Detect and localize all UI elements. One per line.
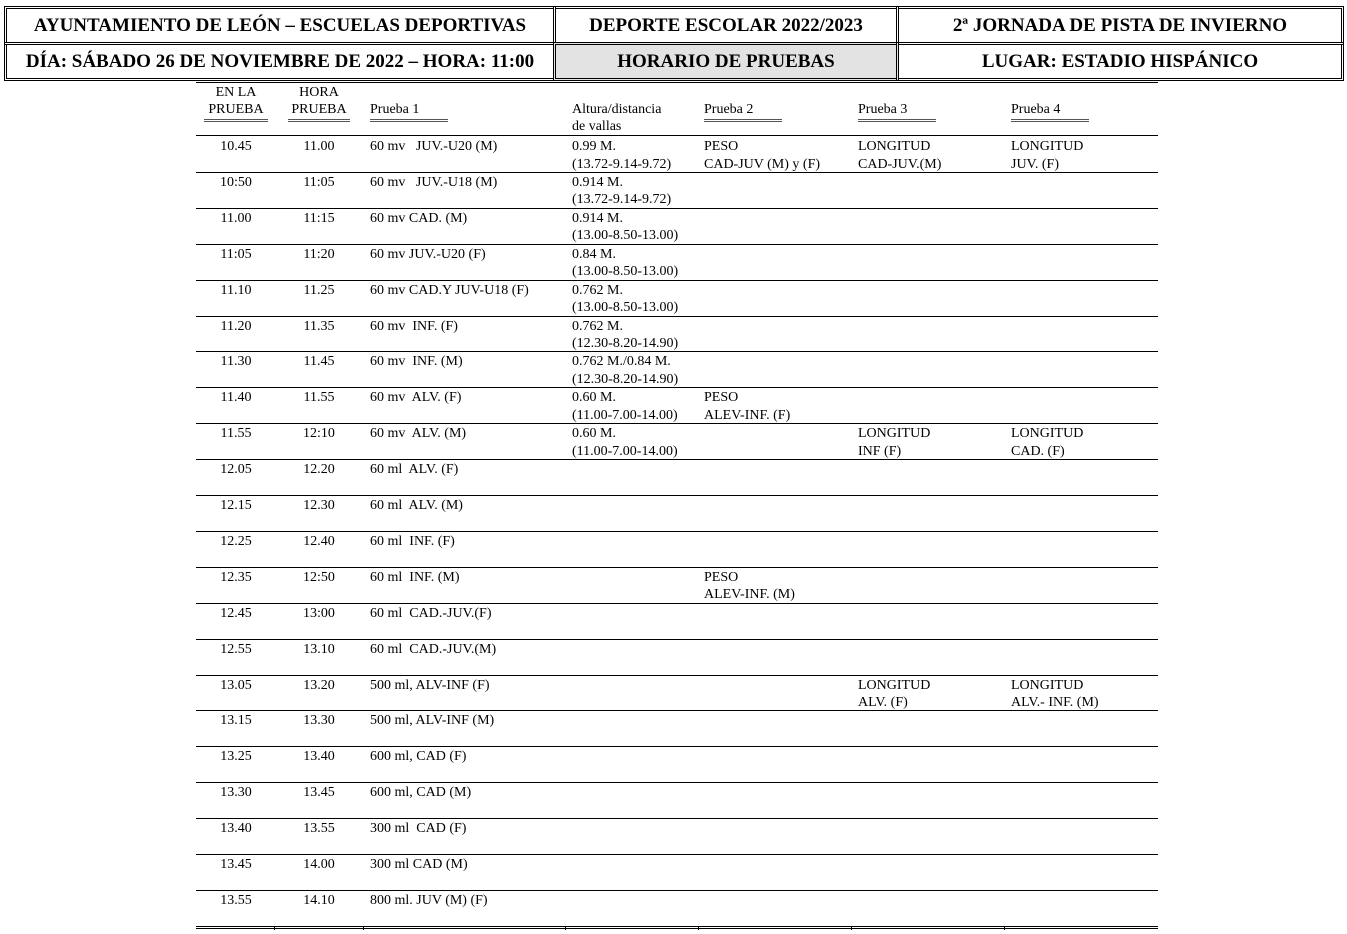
hora-prueba-time: 11:05 <box>303 174 335 190</box>
column-header-hora <box>288 84 350 129</box>
column-header-text: Prueba 2 <box>704 102 754 117</box>
row-divider <box>196 639 1158 640</box>
en-prueba-time: 10.45 <box>220 139 252 154</box>
hora-prueba-time: 12.30 <box>303 498 335 513</box>
column-tick <box>1004 926 1005 930</box>
prueba1-event: 500 ml, ALV-INF (F) <box>370 677 490 693</box>
date-time-label: DÍA: SÁBADO 26 DE NOVIEMBRE DE 2022 – HORA: 11:00 <box>4 42 556 81</box>
row-divider <box>196 746 1158 747</box>
prueba1-event: 60 mv ALV. (M) <box>370 426 467 442</box>
hurdle-height: (12.30-8.20-14.90) <box>572 336 679 351</box>
hurdle-height: (12.30-8.20-14.90) <box>572 371 679 387</box>
prueba2-event: PESO <box>704 139 739 154</box>
program-title: DEPORTE ESCOLAR 2022/2023 <box>553 6 899 45</box>
column-tick <box>274 926 275 930</box>
en-prueba-time: 11.10 <box>220 282 252 298</box>
hurdle-height: 0.762 M./0.84 M. <box>572 354 671 370</box>
row-divider <box>196 423 1158 424</box>
venue-label: LUGAR: ESTADIO HISPÁNICO <box>896 42 1344 81</box>
schedule-section-title: HORARIO DE PRUEBAS <box>553 42 899 81</box>
organizer-title: AYUNTAMIENTO DE LEÓN – ESCUELAS DEPORTIVAS <box>4 6 556 45</box>
prueba1-event: 300 ml CAD (F) <box>370 821 467 837</box>
column-header-text: de vallas <box>572 119 622 134</box>
en-prueba-time: 12.05 <box>220 462 252 478</box>
hora-prueba-time: 13.55 <box>303 821 335 837</box>
prueba2-event: ALEV-INF. (M) <box>704 587 795 603</box>
prueba1-event: 60 mv INF. (M) <box>370 354 463 370</box>
column-header-prueba4 <box>1011 101 1091 129</box>
hurdle-height: (11.00-7.00-14.00) <box>572 407 678 423</box>
prueba2-event: PESO <box>704 569 739 585</box>
en-prueba-time: 13.55 <box>220 892 252 908</box>
column-header-text: Prueba 3 <box>858 102 908 117</box>
prueba4-event: LONGITUD <box>1011 139 1084 154</box>
row-divider <box>196 280 1158 281</box>
header-underline <box>858 119 936 129</box>
prueba2-event: PESO <box>704 390 739 406</box>
header-underline <box>288 119 350 129</box>
column-header-text: EN LA <box>215 85 257 100</box>
row-divider <box>196 387 1158 388</box>
hurdle-height: (13.72-9.14-9.72) <box>572 156 672 172</box>
hurdle-height: (11.00-7.00-14.00) <box>572 443 678 459</box>
hora-prueba-time: 13.40 <box>303 749 335 765</box>
column-header-text: PRUEBA <box>291 102 347 117</box>
prueba1-event: 60 ml ALV. (M) <box>370 498 463 513</box>
hora-prueba-time: 11.45 <box>303 354 335 370</box>
prueba1-event: 60 mv JUV.-U20 (M) <box>370 139 498 154</box>
row-divider <box>196 172 1158 173</box>
hora-prueba-time: 11.00 <box>303 139 335 154</box>
hora-prueba-time: 11:15 <box>303 210 335 226</box>
en-prueba-time: 12.35 <box>220 569 252 585</box>
column-header-text: Prueba 1 <box>370 102 420 117</box>
hora-prueba-time: 12.20 <box>303 462 335 478</box>
prueba1-event: 600 ml, CAD (M) <box>370 785 472 801</box>
column-header-prueba2 <box>704 101 784 129</box>
prueba4-event: LONGITUD <box>1011 677 1084 693</box>
hurdle-height: 0.914 M. <box>572 210 623 226</box>
en-prueba-time: 13.05 <box>220 677 252 693</box>
schedule-table <box>196 82 1158 930</box>
en-prueba-time: 11.40 <box>220 390 252 406</box>
row-divider <box>196 531 1158 532</box>
column-header-text: PRUEBA <box>208 102 264 117</box>
en-prueba-time: 12.55 <box>220 641 252 657</box>
prueba1-event: 800 ml. JUV (M) (F) <box>370 892 488 908</box>
row-divider <box>196 603 1158 604</box>
header-underline <box>704 119 782 129</box>
prueba2-event: ALEV-INF. (F) <box>704 407 791 423</box>
prueba1-event: 60 mv INF. (F) <box>370 318 458 334</box>
prueba1-event: 300 ml CAD (M) <box>370 857 468 872</box>
row-divider <box>196 926 1158 929</box>
row-divider <box>196 459 1158 460</box>
row-divider <box>196 818 1158 819</box>
en-prueba-time: 12.25 <box>220 533 252 549</box>
en-prueba-time: 13.45 <box>220 857 252 872</box>
hurdle-height: 0.762 M. <box>572 318 623 334</box>
hurdle-height: 0.60 M. <box>572 426 616 442</box>
prueba1-event: 60 mv JUV.-U20 (F) <box>370 246 486 262</box>
en-prueba-time: 12.45 <box>220 605 252 621</box>
prueba3-event: LONGITUD <box>858 677 931 693</box>
hora-prueba-time: 11.55 <box>303 390 335 406</box>
prueba3-event: CAD-JUV.(M) <box>858 156 942 172</box>
row-divider <box>196 710 1158 711</box>
en-prueba-time: 11.30 <box>220 354 252 370</box>
prueba3-event: INF (F) <box>858 443 902 459</box>
column-header-text: Prueba 4 <box>1011 102 1061 117</box>
prueba3-event: ALV. (F) <box>858 695 908 710</box>
hora-prueba-time: 13.30 <box>303 713 335 729</box>
column-header-altura <box>572 101 702 135</box>
prueba3-event: LONGITUD <box>858 426 931 442</box>
en-prueba-time: 11.55 <box>220 426 252 442</box>
hora-prueba-time: 11.35 <box>303 318 335 334</box>
column-header-text: Altura/distancia <box>572 102 662 117</box>
en-prueba-time: 13.40 <box>220 821 252 837</box>
hora-prueba-time: 12:10 <box>303 426 335 442</box>
prueba1-event: 60 ml CAD.-JUV.(M) <box>370 641 497 657</box>
hora-prueba-time: 11:20 <box>303 246 335 262</box>
column-header-prueba3 <box>858 101 938 129</box>
prueba1-event: 60 mv CAD. (M) <box>370 210 468 226</box>
prueba4-event: LONGITUD <box>1011 426 1084 442</box>
hurdle-height: 0.99 M. <box>572 139 616 154</box>
hurdle-height: (13.72-9.14-9.72) <box>572 192 672 208</box>
header-underline <box>370 119 448 129</box>
prueba4-event: JUV. (F) <box>1011 156 1059 172</box>
header-underline <box>1011 119 1089 129</box>
prueba4-event: ALV.- INF. (M) <box>1011 695 1099 710</box>
row-divider <box>196 495 1158 496</box>
prueba1-event: 600 ml, CAD (F) <box>370 749 467 765</box>
hurdle-height: (13.00-8.50-13.00) <box>572 300 679 316</box>
row-divider <box>196 782 1158 783</box>
column-header-en-prueba <box>204 84 268 129</box>
en-prueba-time: 10:50 <box>220 174 252 190</box>
table-top-rule <box>196 82 1158 83</box>
prueba1-event: 500 ml, ALV-INF (M) <box>370 713 495 729</box>
hurdle-height: 0.914 M. <box>572 174 623 190</box>
hurdle-height: 0.60 M. <box>572 390 616 406</box>
prueba1-event: 60 ml INF. (F) <box>370 533 455 549</box>
hora-prueba-time: 12.40 <box>303 533 335 549</box>
row-divider <box>196 675 1158 676</box>
en-prueba-time: 13.15 <box>220 713 252 729</box>
row-divider <box>196 854 1158 855</box>
hora-prueba-time: 12:50 <box>303 569 335 585</box>
prueba1-event: 60 ml ALV. (F) <box>370 462 459 478</box>
en-prueba-time: 11:05 <box>220 246 252 262</box>
header-bottom-rule <box>196 135 1158 136</box>
hurdle-height: (13.00-8.50-13.00) <box>572 228 679 244</box>
en-prueba-time: 11.00 <box>220 210 252 226</box>
prueba1-event: 60 mv CAD.Y JUV-U18 (F) <box>370 282 529 298</box>
en-prueba-time: 13.30 <box>220 785 252 801</box>
prueba1-event: 60 ml INF. (M) <box>370 569 460 585</box>
row-divider <box>196 208 1158 209</box>
column-tick <box>363 926 364 930</box>
hora-prueba-time: 14.10 <box>303 892 335 908</box>
column-tick <box>565 926 566 930</box>
en-prueba-time: 11.20 <box>220 318 252 334</box>
prueba1-event: 60 ml CAD.-JUV.(F) <box>370 605 492 621</box>
en-prueba-time: 13.25 <box>220 749 252 765</box>
row-divider <box>196 244 1158 245</box>
hora-prueba-time: 13.45 <box>303 785 335 801</box>
column-tick <box>698 926 699 930</box>
row-divider <box>196 351 1158 352</box>
hurdle-height: (13.00-8.50-13.00) <box>572 264 679 280</box>
row-divider <box>196 316 1158 317</box>
prueba1-event: 60 mv ALV. (F) <box>370 390 462 406</box>
prueba3-event: LONGITUD <box>858 139 931 154</box>
hora-prueba-time: 11.25 <box>303 282 335 298</box>
column-header-prueba1 <box>370 101 450 129</box>
column-header-text: HORA <box>299 85 339 100</box>
hurdle-height: 0.762 M. <box>572 282 623 298</box>
hora-prueba-time: 14.00 <box>303 857 335 872</box>
prueba2-event: CAD-JUV (M) y (F) <box>704 156 821 172</box>
hora-prueba-time: 13.20 <box>303 677 335 693</box>
hurdle-height: 0.84 M. <box>572 246 616 262</box>
prueba4-event: CAD. (F) <box>1011 443 1065 459</box>
event-title: 2ª JORNADA DE PISTA DE INVIERNO <box>896 6 1344 45</box>
hora-prueba-time: 13:00 <box>303 605 335 621</box>
prueba1-event: 60 mv JUV.-U18 (M) <box>370 174 498 190</box>
column-tick <box>851 926 852 930</box>
en-prueba-time: 12.15 <box>220 498 252 513</box>
row-divider <box>196 567 1158 568</box>
header-underline <box>204 119 268 129</box>
hora-prueba-time: 13.10 <box>303 641 335 657</box>
row-divider <box>196 890 1158 891</box>
